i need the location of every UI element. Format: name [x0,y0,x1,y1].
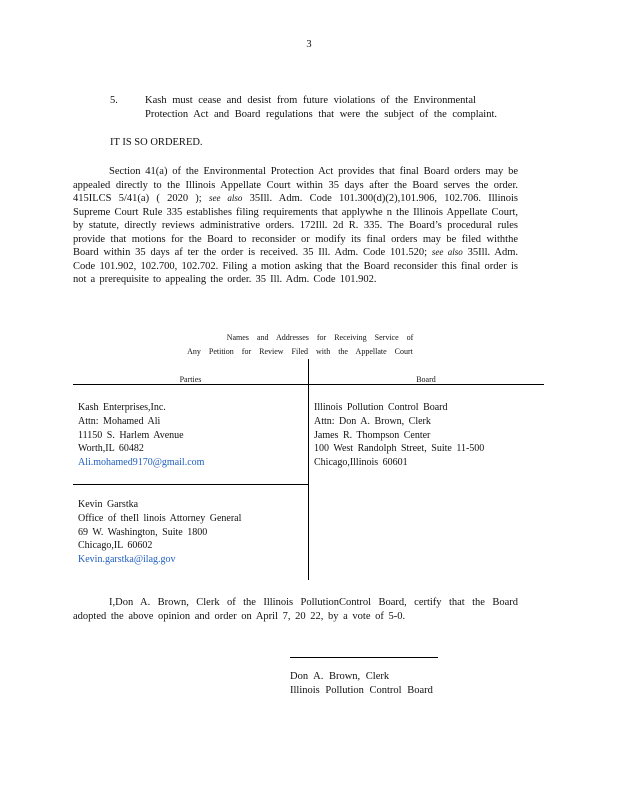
party1-name: Kash Enterprises,Inc. [78,402,166,413]
signature-line [290,657,438,658]
board-address [314,401,484,470]
party2-name: Kevin Garstka [78,499,139,510]
appeal-text-part3: 35Ill. Adm. Code 101.902, 102.700, 102.702. Filing a motion asking that the Board reconsider this final order is not a prerequisite to appealing the order. 35 Ill. Adm. Code 101.902. [73,247,518,285]
board-name: Illinois Pollution Control Board [314,402,448,413]
order-item-number: 5. [110,95,118,106]
board-attn: Attn: Don A. Brown, Clerk [314,415,431,427]
board-center: James R. Thompson Center [314,429,431,441]
party2-email-link[interactable]: Kevin.garstka@ilag.gov [78,554,176,566]
appeal-text-part1: Section 41(a) of the Environmental Protection Act provides that final Board orders may be appealed directly to the Illinois Appellate Court within 35 days after the Board serves the order. 415ILCS 5/41(a) ( 2020 ); [73,166,518,204]
signature-name: Don A. Brown, Clerk [290,671,390,682]
it-is-so-ordered: IT IS SO ORDERED. [110,137,203,148]
party1-city: Worth,IL 60482 [78,443,144,455]
appeal-text-part2: 35Ill. Adm. Code 101.300(d)(2),101.906, 102.706. Illinois Supreme Court Rule 335 establishes filing requirements that applywhe n the Illinois Appellate Court, by statute, directly reviews administrative orders. 172Ill. 2d R. 335. The Board’s procedural rules provide that motions for the Board to reconsider or modify its final orders may be filed withthe Board within 35 days af ter the order is received. 35 Ill. Adm. Code 101.520; [73,193,518,258]
service-title-line1: Names and Addresses for Receiving Service of [226,333,414,342]
party2-street: 69 W. Washington, Suite 1800 [78,526,208,538]
board-header: Board [416,375,436,384]
table-column-divider [308,359,309,580]
certification-paragraph: I,Don A. Brown, Clerk of the Illinois PollutionControl Board, certify that the Board adopted the above opinion and order on April 7, 20 22, by a vote of 5-0. [73,597,518,622]
party1-attn: Attn: Mohamed Ali [78,415,161,427]
board-city: Chicago,Illinois 60601 [314,457,408,469]
party2-office: Office of theIl linois Attorney General [78,512,242,524]
page-number: 3 [306,39,312,50]
service-title-line2: Any Petition for Review Filed with the Appellate Court [187,347,413,356]
signature-title: Illinois Pollution Control Board [290,685,433,696]
board-street: 100 West Randolph Street, Suite 11-500 [314,443,485,455]
party-attorney-general [78,498,241,567]
order-item-text: Kash must cease and desist from future violations of the Environmental Protection Act and Board regulations that were the subject of the complaint. [145,95,497,120]
party-kash-enterprises [78,401,204,470]
party-separator-rule [73,484,308,485]
service-table-title [150,331,450,359]
appeal-paragraph [73,165,518,287]
party2-city: Chicago,IL 60602 [78,540,153,552]
see-also-1: see also [208,193,243,203]
party1-street: 11150 S. Harlem Avenue [78,429,184,441]
see-also-2: see also [431,247,463,257]
party1-email-link[interactable]: Ali.mohamed9170@gmail.com [78,457,205,469]
parties-header: Parties [179,375,202,384]
